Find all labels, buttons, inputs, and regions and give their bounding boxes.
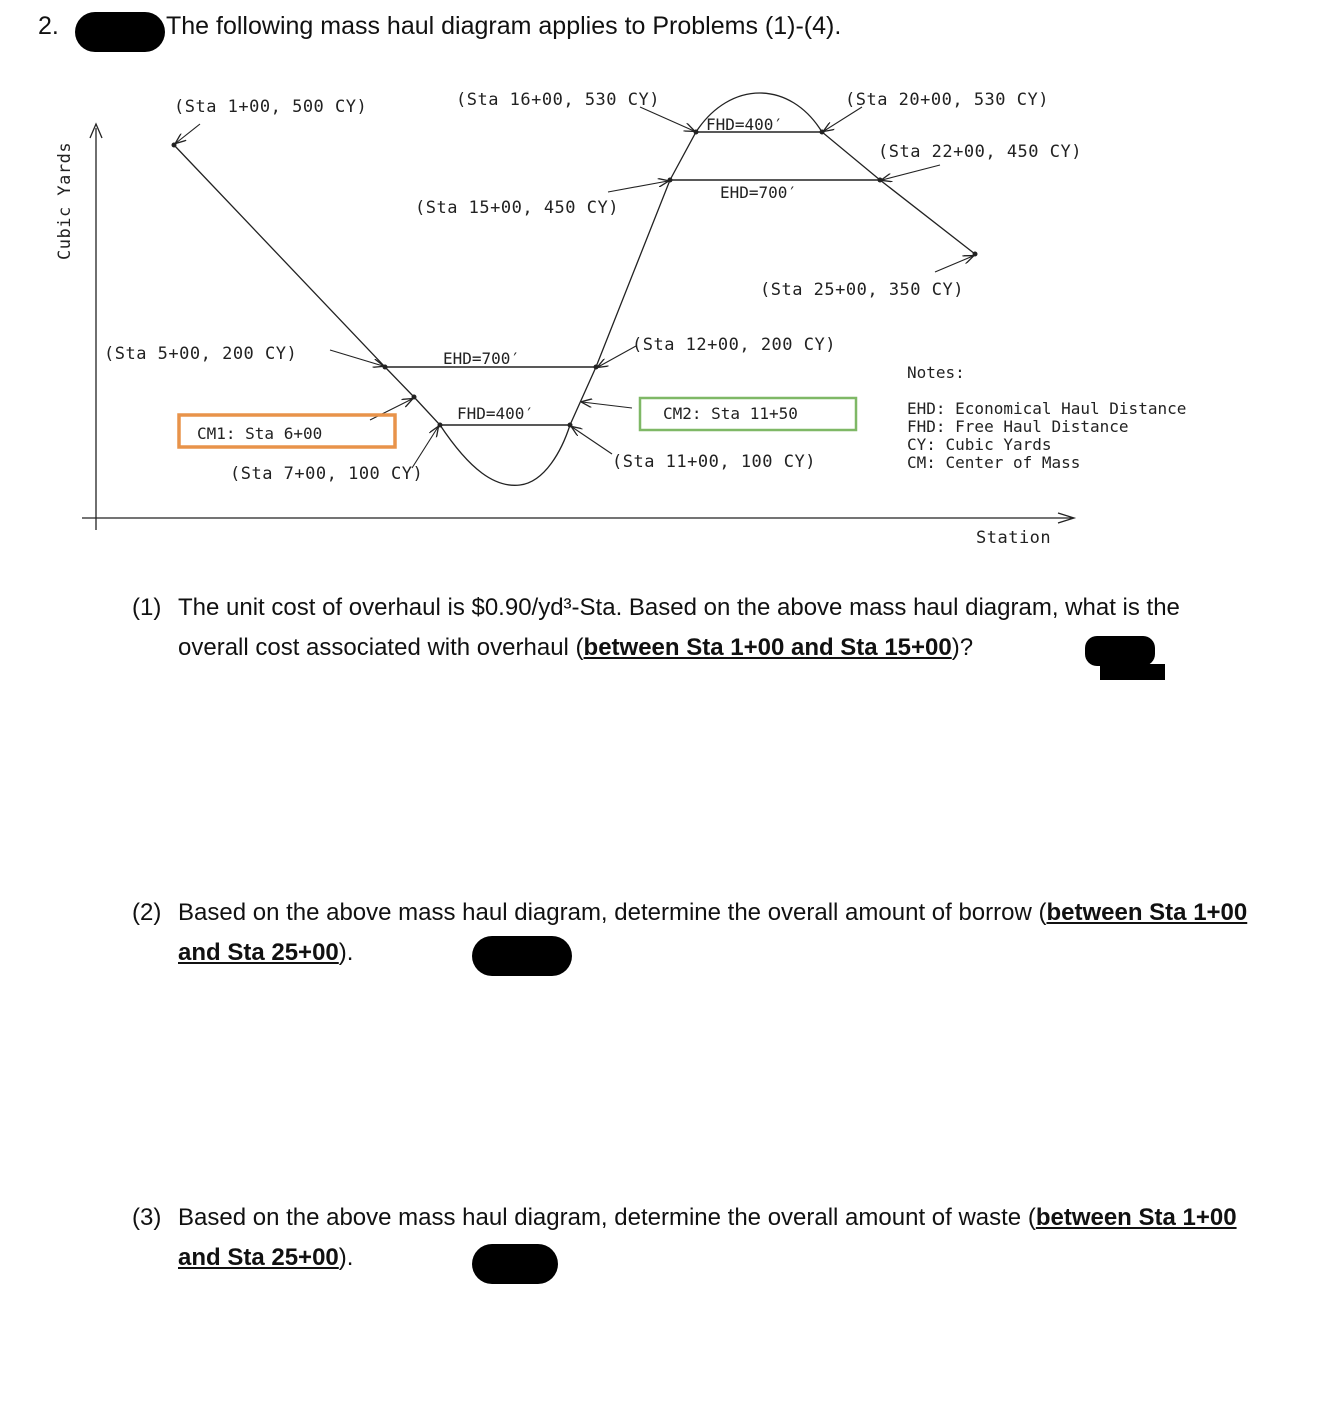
- question-3: [132, 1198, 1252, 1278]
- curve-points: [172, 130, 978, 428]
- upper-ehd-label: EHD=700′: [720, 183, 798, 202]
- x-axis-label: Station: [976, 528, 1052, 548]
- cm2-label: CM2: Sta 11+50: [663, 404, 798, 423]
- y-axis-label: Cubic Yards: [55, 141, 75, 260]
- note-ehd: EHD: Economical Haul Distance: [907, 399, 1187, 418]
- redaction-mark: [1085, 636, 1155, 666]
- question-body: [178, 893, 1252, 973]
- note-cm: CM: Center of Mass: [907, 453, 1081, 472]
- question-2: [132, 893, 1252, 973]
- question-range: between Sta 1+00 and Sta 15+00: [583, 634, 952, 661]
- question-range: between Sta 1+00 and Sta 25+00: [178, 899, 1248, 966]
- question-range: between Sta 1+00 and Sta 25+00: [178, 1204, 1237, 1271]
- lower-fhd-label: FHD=400′: [457, 404, 535, 423]
- cm1-label: CM1: Sta 6+00: [197, 424, 323, 443]
- question-text: The unit cost of overhaul is $0.90/yd³-Sta. Based on the above mass haul diagram, what is the overall cost associated with overhaul (: [178, 594, 1180, 661]
- question-number: (3): [132, 1204, 162, 1231]
- label-sta-1: (Sta 1+00, 500 CY): [174, 97, 368, 117]
- note-fhd: FHD: Free Haul Distance: [907, 417, 1129, 436]
- question-number: (2): [132, 899, 162, 926]
- label-sta-22: (Sta 22+00, 450 CY): [878, 142, 1082, 162]
- upper-fhd-label: FHD=400′: [706, 115, 784, 134]
- note-cy: CY: Cubic Yards: [907, 435, 1052, 454]
- problem-number: 2.: [38, 12, 59, 40]
- redaction-mark: [472, 1244, 558, 1284]
- question-1: [132, 588, 1252, 668]
- problem-intro: The following mass haul diagram applies to Problems (1)-(4).: [166, 12, 842, 40]
- question-text: Based on the above mass haul diagram, determine the overall amount of waste (: [178, 1204, 1036, 1231]
- mass-haul-diagram: [0, 0, 1322, 560]
- notes-title: Notes:: [907, 363, 965, 382]
- label-sta-7: (Sta 7+00, 100 CY): [230, 464, 424, 484]
- label-sta-12: (Sta 12+00, 200 CY): [632, 335, 836, 355]
- question-text: Based on the above mass haul diagram, determine the overall amount of borrow (: [178, 899, 1047, 926]
- label-sta-25: (Sta 25+00, 350 CY): [760, 280, 964, 300]
- label-sta-16: (Sta 16+00, 530 CY): [456, 90, 660, 110]
- question-tail: )?: [951, 634, 974, 661]
- lower-ehd-label: EHD=700′: [443, 349, 521, 368]
- redaction-mark: [1100, 664, 1165, 680]
- question-number: (1): [132, 594, 162, 621]
- label-sta-11: (Sta 11+00, 100 CY): [612, 452, 816, 472]
- question-body: [178, 1198, 1252, 1278]
- question-tail: ).: [338, 1244, 354, 1271]
- label-sta-15: (Sta 15+00, 450 CY): [415, 198, 619, 218]
- question-tail: ).: [338, 939, 354, 966]
- label-sta-5: (Sta 5+00, 200 CY): [104, 344, 298, 364]
- label-sta-20: (Sta 20+00, 530 CY): [845, 90, 1049, 110]
- redaction-mark: [472, 936, 572, 976]
